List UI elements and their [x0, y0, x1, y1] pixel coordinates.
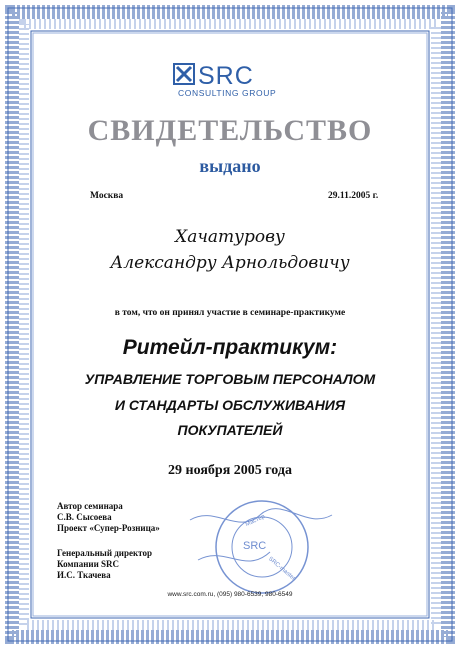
director-role: Генеральный директор [57, 548, 152, 558]
logo-mark-icon [173, 63, 195, 85]
author-name: С.В. Сысоева [57, 512, 112, 522]
stamp-ring-top: Мастер [244, 513, 267, 529]
city: Москва [90, 191, 124, 201]
author-role: Автор семинара [57, 501, 123, 511]
footer-contacts: www.src.com.ru, (095) 980-6539, 980-6549 [167, 591, 293, 598]
director-block [57, 548, 152, 581]
logo-subtitle: CONSULTING GROUP [178, 88, 277, 98]
certificate-subtitle: выдано [199, 156, 261, 176]
logo-brand: SRC [198, 62, 254, 90]
seminar-line-1: УПРАВЛЕНИЕ ТОРГОВЫМ ПЕРСОНАЛОМ [84, 371, 376, 387]
author-project: Проект «Супер-Розница» [57, 523, 160, 533]
author-block [57, 501, 160, 534]
seminar-line-2: И СТАНДАРТЫ ОБСЛУЖИВАНИЯ [114, 397, 346, 413]
seminar-title: Ритейл-практикум: [122, 336, 338, 359]
stamp-brand: SRC [243, 540, 267, 552]
director-company: Компании SRC [57, 559, 120, 569]
event-date: 29 ноября 2005 года [168, 463, 292, 478]
stamp-ring-bottom: SRC-master [266, 556, 297, 582]
certificate-title: СВИДЕТЕЛЬСТВО [87, 114, 373, 147]
recipient-surname: Хачатурову [175, 227, 285, 247]
seminar-line-3: ПОКУПАТЕЛЕЙ [177, 422, 283, 438]
issue-date: 29.11.2005 г. [328, 191, 379, 201]
director-name: И.С. Ткачева [57, 570, 111, 580]
recipient-name: Александру Арнольдовичу [110, 253, 350, 273]
statement-text: в том, что он принял участие в семинаре-практикуме [114, 308, 346, 318]
